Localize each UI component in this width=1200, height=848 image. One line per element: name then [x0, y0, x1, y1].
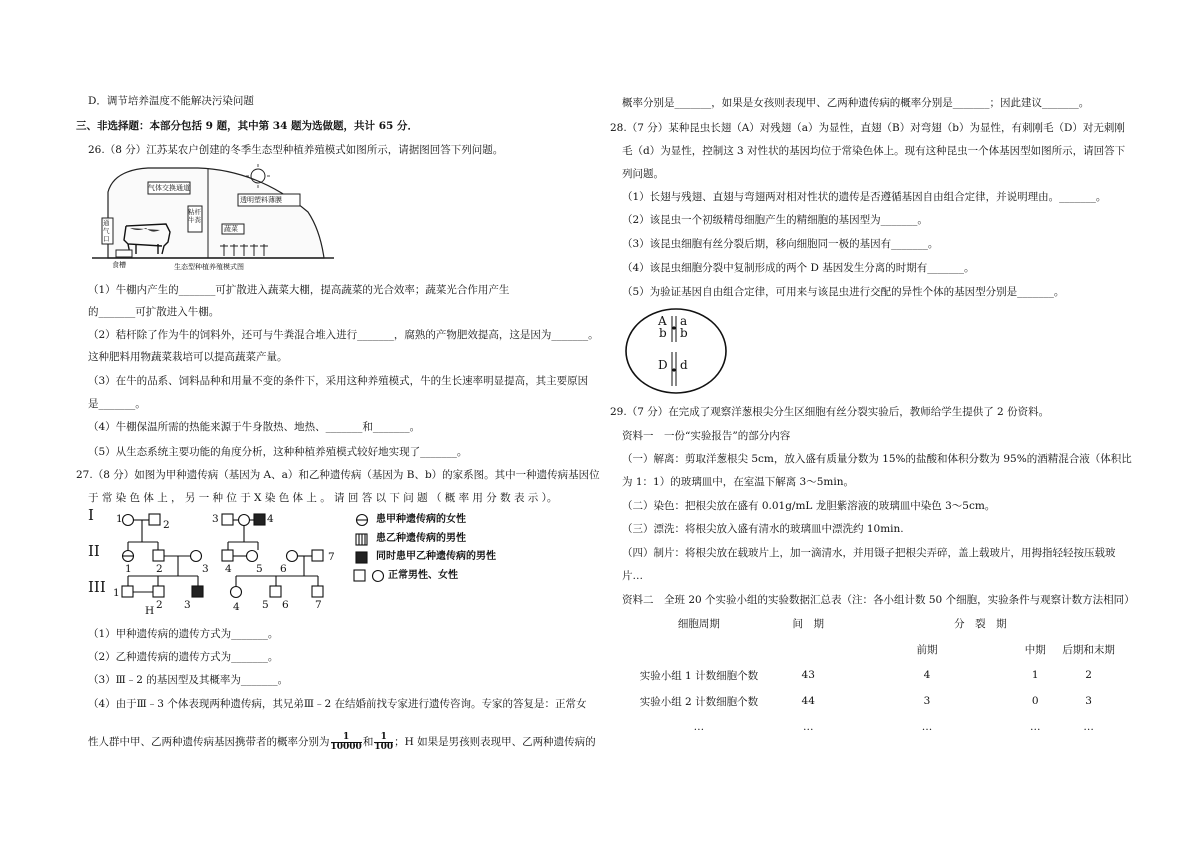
data-table: [626, 610, 1116, 740]
q27-p5b: ；H 如果是男孩则表现甲、乙两种遗传病的: [394, 736, 596, 748]
label-vent: 通气口: [103, 219, 110, 243]
q26-p3a: （3）在牛的品系、饲料品种和用量不变的条件下，采用这种养殖模式，牛的生长速率明显提高，其主要原因: [88, 375, 589, 387]
generation-II: II: [88, 542, 100, 560]
q28-p3: （3）该昆虫细胞有丝分裂后期，移向细胞同一极的基因有_______。: [622, 238, 939, 250]
q27-continued: 概率分别是_______，如果是女孩则表现甲、乙两种遗传病的概率分别是_______；因此建议_______。: [622, 97, 1090, 109]
table-cell: …: [921, 721, 933, 733]
step-3: （三）漂洗：将根尖放入盛有清水的玻璃皿中漂洗约 10min.: [622, 523, 904, 535]
option-d: D．调节培养温度不能解决污染问题: [88, 95, 254, 107]
pedigree-figure: [86, 508, 506, 616]
table-cell: …: [1083, 721, 1094, 733]
table-header: 分 裂 期: [954, 617, 1007, 630]
label-III-1: 1: [113, 587, 120, 599]
table-cell: 43: [801, 669, 815, 681]
q28-intro2: 毛（d）为显性，控制这 3 对性状的基因均位于常染色体上。现有这种昆虫一个体基因型如图所示，请回答下: [622, 145, 1126, 157]
step-1b: 为 1：1）的玻璃皿中，在室温下解离 3～5min。: [622, 476, 854, 488]
label-plastic-film: 透明塑料薄膜: [240, 196, 282, 204]
q27-p3: （3）Ⅲ﹣2 的基因型及其概率为_______。: [88, 674, 289, 686]
table-cell: 2: [1085, 669, 1092, 681]
q29-intro: 29.（7 分）在完成了观察洋葱根尖分生区细胞有丝分裂实验后，教师给学生提供了 2 份资料。: [610, 406, 1050, 418]
label-I-2: 2: [163, 519, 170, 531]
table-header: 后期和末期: [1062, 643, 1115, 656]
label-vegetables: 蔬菜: [224, 225, 238, 233]
q26-p5: （5）从生态系统主要功能的角度分析，这种种植养殖模式较好地实现了_______。: [88, 446, 468, 458]
label-II-7: 7: [328, 551, 335, 563]
label-II-3: 3: [202, 563, 209, 575]
table-cell: 0: [1031, 695, 1039, 707]
label-III-5: 5: [262, 599, 269, 611]
q27-intro2: 于 常 染 色 体 上 ， 另 一 种 位 于 X 染 色 体 上 。 请 回 答 以 下 问 题 （ 概 率 用 分 数 表 示 ）。: [88, 492, 558, 504]
q27-intro1: 27.（8 分）如图为甲种遗传病（基因为 A、a）和乙种遗传病（基因为 B、b）的家系图。其中一种遗传病基因位: [76, 469, 600, 481]
legend-ab-male: 同时患甲乙种遗传病的男性: [376, 551, 496, 562]
step-1a: （一）解离：剪取洋葱根尖 5cm，放入盛有质量分数为 15%的盐酸和体积分数为 95%的酒精混合液（体积比: [622, 453, 1132, 465]
label-H: H: [145, 605, 155, 617]
greenhouse-figure: [88, 162, 338, 274]
table-header: 间 期: [792, 617, 824, 630]
step-2: （二）染色：把根尖放在盛有 0.01g/mL 龙胆紫溶液的玻璃皿中染色 3～5cm。: [622, 500, 996, 512]
q28-p5: （5）为验证基因自由组合定律，可用来与该昆虫进行交配的异性个体的基因型分别是_______。: [622, 286, 1065, 298]
legend-normal: 正常男性、女性: [388, 570, 458, 581]
label-II-5: 5: [256, 563, 263, 575]
label-I-1: 1: [116, 513, 123, 525]
gene-d: d: [680, 358, 688, 372]
q26-p3b: 是_______。: [88, 398, 146, 410]
q26-p2b: 这种肥料用物蔬菜栽培可以提高蔬菜产量。: [88, 351, 288, 363]
table-header-row-2: [626, 636, 1116, 662]
generation-I: I: [88, 506, 94, 524]
gene-A: A: [658, 314, 667, 328]
label-III-7: 7: [315, 599, 322, 611]
q28-intro1: 28.（7 分）某种昆虫长翅（A）对残翅（a）为显性，直翅（B）对弯翅（b）为显性，有刺刚毛（D）对无刺刚: [610, 122, 1125, 134]
q26-p1a: （1）牛棚内产生的_______可扩散进入蔬菜大棚，提高蔬菜的光合效率；蔬菜光合作用产生: [88, 284, 510, 296]
table-row: [626, 662, 1116, 688]
gene-b-left: b: [659, 326, 667, 340]
q27-p5: 性人群中甲、乙两种遗传病基因携带者的概率分别为 $\frac{1}{10000}$ 和 $\frac{1}{100}$ ；H 如果是男孩则表现甲、乙两种遗传病的: [88, 731, 596, 752]
q27-p5a: 性人群中甲、乙两种遗传病基因携带者的概率分别为: [88, 736, 330, 748]
label-II-6: 6: [280, 563, 287, 575]
q26-p2a: （2）秸杆除了作为牛的饲料外，还可与牛粪混合堆入进行_______，腐熟的产物肥效提高，这是因为_______。: [88, 329, 599, 341]
q26-intro: 26.（8 分）江苏某农户创建的冬季生态型种植养殖模式如图所示，请据图回答下列问题。: [88, 144, 504, 156]
table-header-row-1: [626, 610, 1116, 636]
table-cell: 实验小组 2 计数细胞个数: [639, 695, 759, 708]
label-straw-dung: 粘杆牛粪: [188, 208, 201, 224]
label-III-3: 3: [184, 599, 191, 611]
q27-p2: （2）乙种遗传病的遗传方式为_______。: [88, 651, 279, 663]
table-cell: 3: [923, 695, 931, 707]
cell-figure: [624, 306, 728, 396]
table-row: [626, 714, 1116, 740]
label-III-6: 6: [282, 599, 289, 611]
q28-p2: （2）该昆虫一个初级精母细胞产生的精细胞的基因型为_______。: [622, 214, 928, 226]
q28-p1: （1）长翅与残翅、直翅与弯翅两对相对性状的遗传是否遵循基因自由组合定律，并说明理由。_______。: [622, 191, 1107, 203]
label-trough: 食槽: [112, 261, 126, 269]
table-cell: 1: [1031, 669, 1039, 681]
q26-p4: （4）牛棚保温所需的热能来源于牛身散热、地热、_______和_______。: [88, 421, 421, 433]
table-cell: 实验小组 1 计数细胞个数: [639, 669, 759, 682]
table-header: 中期: [1024, 643, 1046, 656]
q28-intro3: 列问题。: [622, 168, 664, 180]
figure-caption: 生态型种植养殖模式图: [174, 263, 244, 271]
table-cell: …: [693, 721, 705, 733]
label-I-3: 3: [212, 513, 219, 525]
material-2-title: 资料二 全班 20 个实验小组的实验数据汇总表（注：各小组计数 50 个细胞，实验条件与观察计数方法相同）: [622, 594, 1135, 606]
label-II-1: 1: [125, 563, 132, 575]
table-cell: 4: [923, 669, 931, 681]
gene-b-right: b: [680, 326, 688, 340]
legend-a-female: 患甲种遗传病的女性: [376, 514, 466, 525]
label-gas-channel: 气体交换通道: [148, 184, 190, 192]
table-header: 前期: [916, 643, 938, 656]
fraction-1: $\frac{1}{10000}$: [330, 731, 362, 752]
cell-diagram: [624, 306, 728, 396]
section-heading: 三、非选择题：本部分包括 9 题，其中第 34 题为选做题，共计 65 分．: [76, 120, 418, 132]
gene-D: D: [658, 358, 668, 372]
greenhouse-diagram: [88, 162, 338, 274]
table-cell: …: [802, 721, 814, 733]
label-II-2: 2: [156, 563, 163, 575]
step-4a: （四）制片：将根尖放在载玻片上，加一滴清水，并用镊子把根尖弄碎，盖上载玻片，用拇指轻轻按压载玻: [622, 547, 1116, 559]
generation-III: III: [88, 578, 106, 596]
q27-p1: （1）甲种遗传病的遗传方式为_______。: [88, 628, 279, 640]
label-III-4: 4: [233, 601, 240, 613]
label-II-4: 4: [225, 563, 232, 575]
label-I-4: 4: [267, 513, 274, 525]
q26-p1b: 的_______可扩散进入牛棚。: [88, 306, 220, 318]
table-cell: 44: [801, 695, 815, 707]
legend-b-male: 患乙种遗传病的男性: [376, 533, 466, 544]
material-1-title: 资料一 一份“实验报告”的部分内容: [622, 430, 791, 442]
q27-p4: （4）由于Ⅲ﹣3 个体表现两种遗传病，其兄弟Ⅲ﹣2 在结婚前找专家进行遗传咨询。专家的答复是：正常女: [88, 698, 587, 710]
fraction-2: $\frac{1}{100}$: [374, 731, 394, 752]
gene-a: a: [680, 314, 688, 328]
table-row: [626, 688, 1116, 714]
label-III-2: 2: [156, 599, 163, 611]
table-cell: 3: [1085, 695, 1092, 707]
table-cell: …: [1030, 721, 1041, 733]
q28-p4: （4）该昆虫细胞分裂中复制形成的两个 D 基因发生分离的时期有_______。: [622, 262, 975, 274]
table-header: 细胞周期: [677, 617, 720, 630]
step-4b: 片…: [622, 570, 643, 582]
